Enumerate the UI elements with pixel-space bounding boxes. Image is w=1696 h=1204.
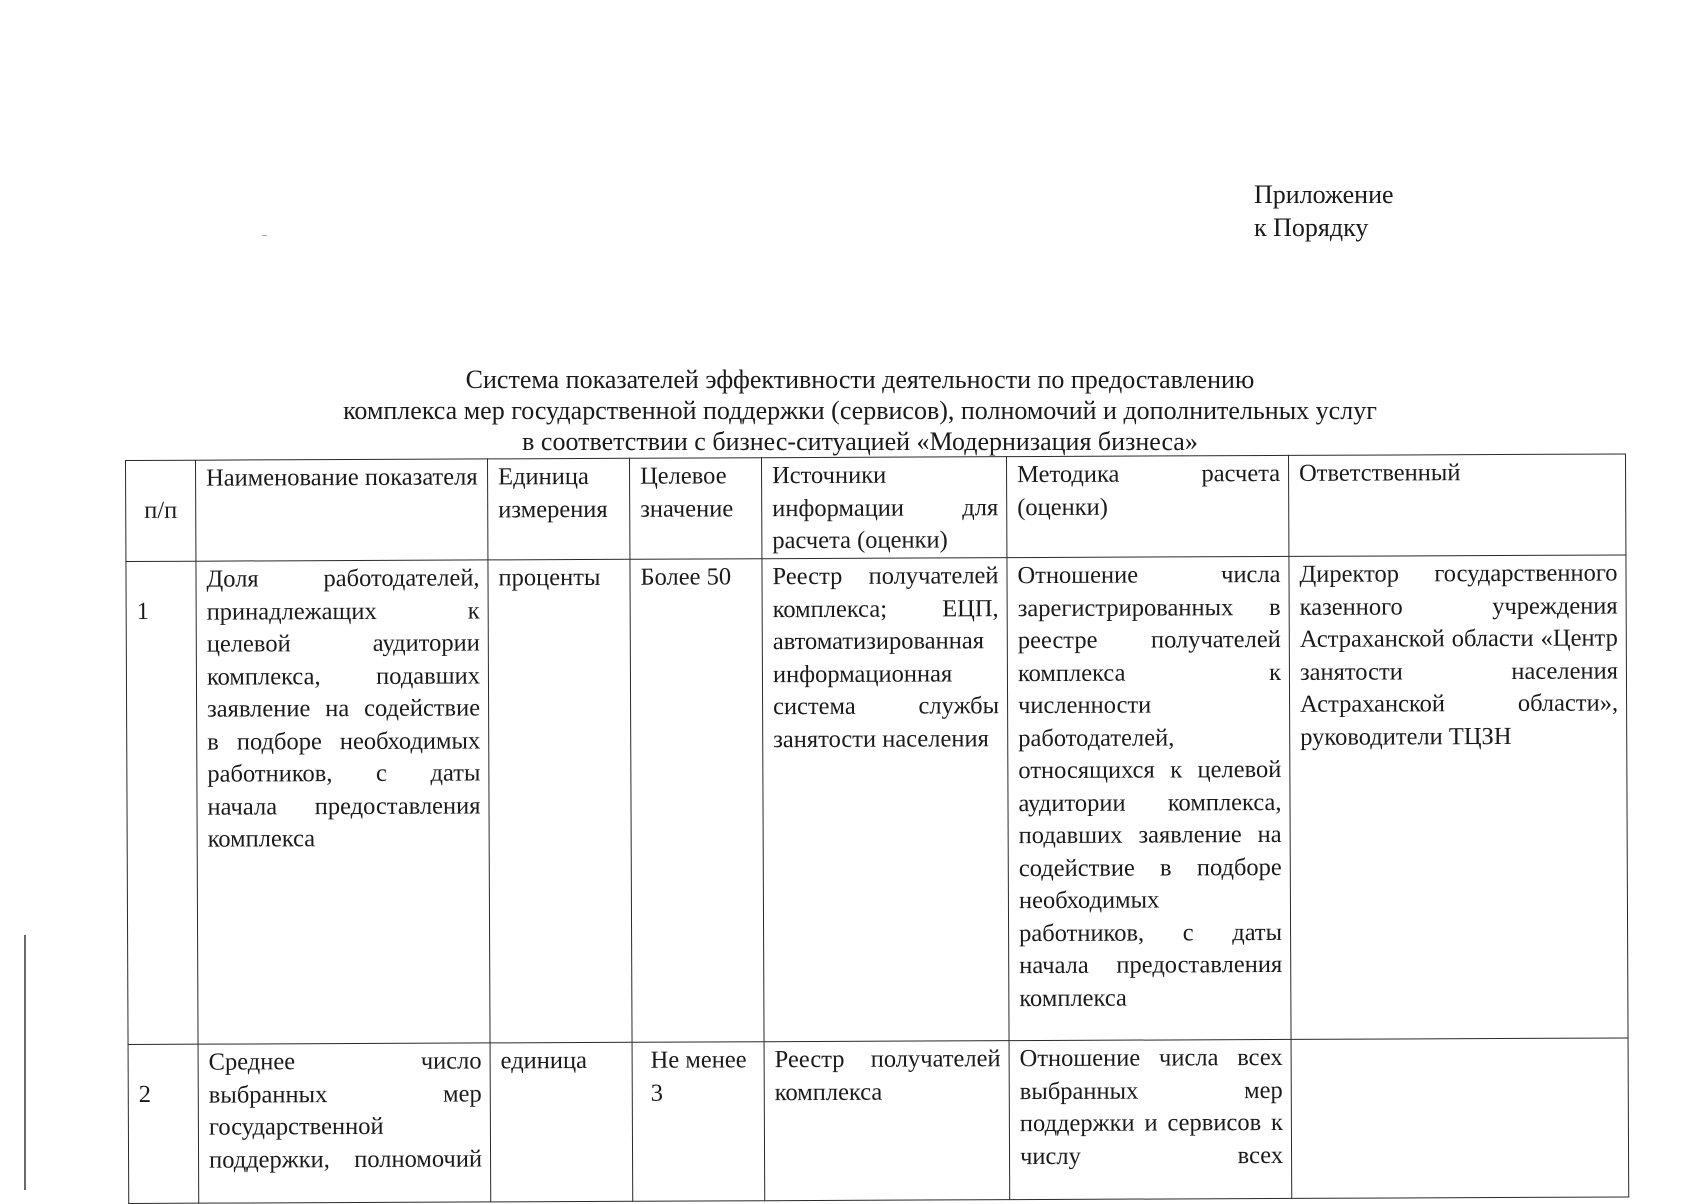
row-1-responsible: Директор государственного казенного учреждения Астраханской области «Центр занятости населения Астраханской области», руководители ТЦЗН [1289,555,1628,1039]
title-line-2: комплекса мер государственной поддержки (сервисов), полномочий и дополнительных услуг [343,396,1377,425]
document-title [240,364,1480,457]
row-2-target: Не менее 3 [632,1042,765,1202]
appendix-line-1: Приложение [1254,180,1394,209]
title-line-1: Система показателей эффективности деятельности по предоставлению [465,365,1255,394]
row-1-method: Отношение числа зарегистрированных в реестре получателей комплекса к численности работодателей, относящихся к целевой аудитории комплекса, подавших заявление на содействие в подборе необходимых работников, с даты начала предоставления комплекса [1007,556,1291,1040]
scan-speck [262,235,267,236]
row-1-target: Более 50 [630,559,764,1043]
header-num: п/п [126,460,196,561]
row-1-num: 1 [126,561,198,1044]
header-target: Целевое значение [629,458,761,560]
row-1-sources: Реестр получателей комплекса; ЕЦП, автоматизированная информационная система службы занятости населения [762,558,1009,1042]
indicators-table-wrapper [125,453,1628,1204]
indicators-table [125,453,1629,1204]
row-2-sources: Реестр получателей комплекса [764,1041,1010,1201]
table-row [128,1038,1629,1204]
row-2-responsible [1291,1038,1629,1198]
header-responsible: Ответственный [1288,454,1625,556]
header-sources: Источники информации для расчета (оценки) [761,457,1006,559]
table-row [126,555,1628,1045]
row-1-name: Доля работодателей, принадлежащих к целевой аудитории комплекса, подавших заявление на содействие в подборе необходимых работников, с даты начала предоставления комплекса [196,560,490,1044]
header-unit: Единица измерения [487,458,629,560]
row-1-unit: проценты [488,559,632,1043]
table-header-row [126,454,1626,562]
row-2-name: Среднее число выбранных мер государственной поддержки, полномочий [198,1043,491,1203]
header-name: Наименование показателя [196,459,488,561]
title-line-3: в соответствии с бизнес-ситуацией «Модернизация бизнеса» [522,427,1198,456]
appendix-note [1254,178,1394,244]
row-2-method: Отношение числа всех выбранных мер поддержки и сервисов к числу всех [1009,1039,1292,1199]
appendix-line-2: к Порядку [1254,213,1369,242]
row-2-num: 2 [128,1044,199,1203]
row-2-unit: единица [490,1042,633,1202]
scan-margin-line [24,935,26,1190]
header-method: Методика расчета (оценки) [1006,455,1288,557]
